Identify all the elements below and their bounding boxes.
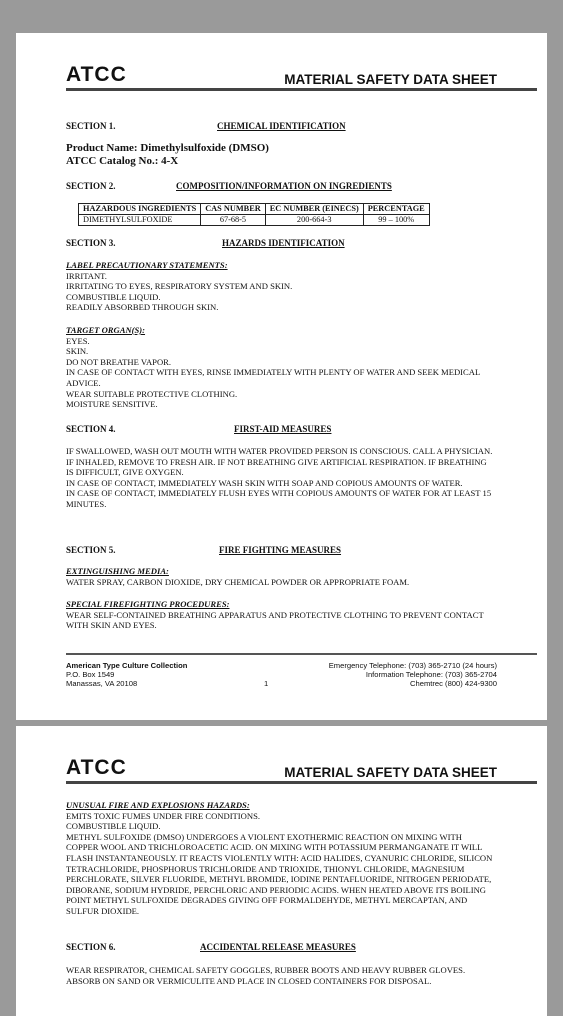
- list-item: EMITS TOXIC FUMES UNDER FIRE CONDITIONS.: [66, 810, 261, 821]
- table-cell: 99 – 100%: [363, 215, 429, 226]
- section-4-number: SECTION 4.: [66, 424, 116, 434]
- list-item: COMBUSTIBLE LIQUID.: [66, 291, 161, 302]
- table-cell: 200-664-3: [265, 215, 363, 226]
- atcc-logo: ATCC: [66, 756, 127, 779]
- atcc-logo: ATCC: [66, 63, 127, 86]
- section-3-title: HAZARDS IDENTIFICATION: [222, 238, 345, 248]
- msds-page-1: [16, 33, 547, 720]
- list-item: READILY ABSORBED THROUGH SKIN.: [66, 302, 219, 313]
- section-5-number: SECTION 5.: [66, 545, 116, 555]
- label-statements-heading: LABEL PRECAUTIONARY STATEMENTS:: [66, 260, 228, 270]
- section-6-title: ACCIDENTAL RELEASE MEASURES: [200, 942, 356, 952]
- list-item: MOISTURE SENSITIVE.: [66, 399, 158, 410]
- extinguishing-media-heading: EXTINGUISHING MEDIA:: [66, 566, 169, 576]
- table-cell: 67-68-5: [201, 215, 266, 226]
- section-5-title: FIRE FIGHTING MEASURES: [219, 545, 342, 555]
- unusual-hazards-heading: UNUSUAL FIRE AND EXPLOSIONS HAZARDS:: [66, 800, 250, 810]
- product-name: Product Name: Dimethylsulfoxide (DMSO): [66, 142, 269, 154]
- header-rule: [66, 781, 537, 784]
- list-item: COMBUSTIBLE LIQUID.: [66, 821, 161, 832]
- list-item: DO NOT BREATHE VAPOR.: [66, 356, 172, 367]
- footer-po-box: P.O. Box 1549: [66, 670, 115, 679]
- table-header: HAZARDOUS INGREDIENTS: [79, 204, 201, 215]
- first-aid-text: [66, 446, 496, 510]
- footer-city: Manassas, VA 20108: [66, 679, 138, 688]
- section-1-number: SECTION 1.: [66, 121, 116, 131]
- footer-address: [66, 661, 187, 688]
- table-cell: DIMETHYLSULFOXIDE: [79, 215, 201, 226]
- list-item: IF INHALED, REMOVE TO FRESH AIR. IF NOT BREATHING GIVE ARTIFICIAL RESPIRATION. IF BREATHING IS DIFFICULT, GIVE OXYGEN.: [66, 456, 487, 478]
- paragraph: WATER SPRAY, CARBON DIOXIDE, DRY CHEMICAL POWDER OR APPROPRIATE FOAM.: [66, 576, 410, 587]
- section-2-number: SECTION 2.: [66, 181, 116, 191]
- unusual-hazards: [66, 800, 496, 917]
- catalog-number: ATCC Catalog No.: 4-X: [66, 155, 179, 167]
- list-item: IF SWALLOWED, WASH OUT MOUTH WITH WATER PROVIDED PERSON IS CONSCIOUS. CALL A PHYSICIAN.: [66, 446, 493, 456]
- target-organs: [66, 325, 496, 410]
- section-6-number: SECTION 6.: [66, 942, 116, 952]
- table-header: PERCENTAGE: [363, 204, 429, 215]
- footer-org: American Type Culture Collection: [66, 661, 188, 670]
- list-item: ABSORB ON SAND OR VERMICULITE AND PLACE IN CLOSED CONTAINERS FOR DISPOSAL.: [66, 975, 432, 986]
- list-item: WEAR RESPIRATOR, CHEMICAL SAFETY GOGGLES, RUBBER BOOTS AND HEAVY RUBBER GLOVES.: [66, 965, 466, 975]
- list-item: IN CASE OF CONTACT WITH EYES, RINSE IMMEDIATELY WITH PLENTY OF WATER AND SEEK MEDICAL ADVICE.: [66, 367, 480, 388]
- page-number: 1: [264, 679, 269, 688]
- msds-page-2: [16, 726, 547, 1016]
- list-item: EYES.: [66, 335, 90, 346]
- ingredients-table: [78, 203, 430, 226]
- table-header-row: [79, 204, 430, 215]
- list-item: IN CASE OF CONTACT, IMMEDIATELY FLUSH EYES WITH COPIOUS AMOUNTS OF WATER FOR AT LEAST 15 MINUTES.: [66, 488, 492, 509]
- table-header: EC NUMBER (EINECS): [265, 204, 363, 215]
- footer-rule: [66, 653, 537, 655]
- list-item: IRRITATING TO EYES, RESPIRATORY SYSTEM AND SKIN.: [66, 281, 293, 292]
- list-item: IRRITANT.: [66, 270, 107, 281]
- table-header: CAS NUMBER: [201, 204, 266, 215]
- footer-info-phone: Information Telephone: (703) 365-2704: [365, 670, 497, 679]
- firefighting-procedures-heading: SPECIAL FIREFIGHTING PROCEDURES:: [66, 599, 230, 609]
- document-title: MATERIAL SAFETY DATA SHEET: [284, 72, 497, 87]
- section-4-title: FIRST-AID MEASURES: [234, 424, 332, 434]
- section-3-number: SECTION 3.: [66, 238, 116, 248]
- section-2-title: COMPOSITION/INFORMATION ON INGREDIENTS: [176, 181, 392, 191]
- firefighting-procedures: [66, 599, 496, 631]
- paragraph: WEAR SELF-CONTAINED BREATHING APPARATUS AND PROTECTIVE CLOTHING TO PREVENT CONTACT WITH SKIN AND EYES.: [66, 609, 484, 631]
- header-rule: [66, 88, 537, 91]
- footer-chemtrec: Chemtrec (800) 424-9300: [410, 679, 497, 688]
- label-statements: [66, 260, 496, 313]
- footer-phones: [329, 661, 497, 688]
- list-item: SKIN.: [66, 346, 89, 357]
- target-organs-heading: TARGET ORGAN(S):: [66, 325, 146, 335]
- paragraph: METHYL SULFOXIDE (DMSO) UNDERGOES A VIOLENT EXOTHERMIC REACTION ON MIXING WITH COPPER WOOL AND TRICHLOROACETIC ACID. ON MIXING WITH POTASSIUM PERMANGANATE IT WILL FLASH INSTANTANEOUSLY. IT REACTS VIOLENTLY WITH: ACID HALIDES, CYANURIC CHLORIDE, SILICON TETRACHLORIDE, PHOSPHORUS TRICHLORIDE AND TRIOXIDE, THIONYL CHLORIDE, MAGNESIUM PERCHLORATE, SILVER FLUORIDE, METHYL BROMIDE, IODINE PENTAFLUORIDE, NITROGEN PERIODATE, DIBORANE, SODIUM HYDRIDE, PERCHLORIC AND PERIODIC ACIDS. WHEN HEATED ABOVE ITS BOILING POINT METHYL SULFOXIDE DEGRADES GIVING OFF FORMALDEHYDE, METHYL MERCAPTAN, AND SULFUR DIOXIDE.: [66, 831, 493, 916]
- list-item: WEAR SUITABLE PROTECTIVE CLOTHING.: [66, 388, 238, 399]
- accidental-release-text: [66, 965, 496, 986]
- extinguishing-media: [66, 566, 496, 587]
- list-item: IN CASE OF CONTACT, IMMEDIATELY WASH SKIN WITH SOAP AND COPIOUS AMOUNTS OF WATER.: [66, 477, 463, 488]
- table-row: [79, 215, 430, 226]
- section-1-title: CHEMICAL IDENTIFICATION: [217, 121, 346, 131]
- footer-emergency-phone: Emergency Telephone: (703) 365-2710 (24 hours): [328, 661, 497, 670]
- document-title: MATERIAL SAFETY DATA SHEET: [284, 765, 497, 780]
